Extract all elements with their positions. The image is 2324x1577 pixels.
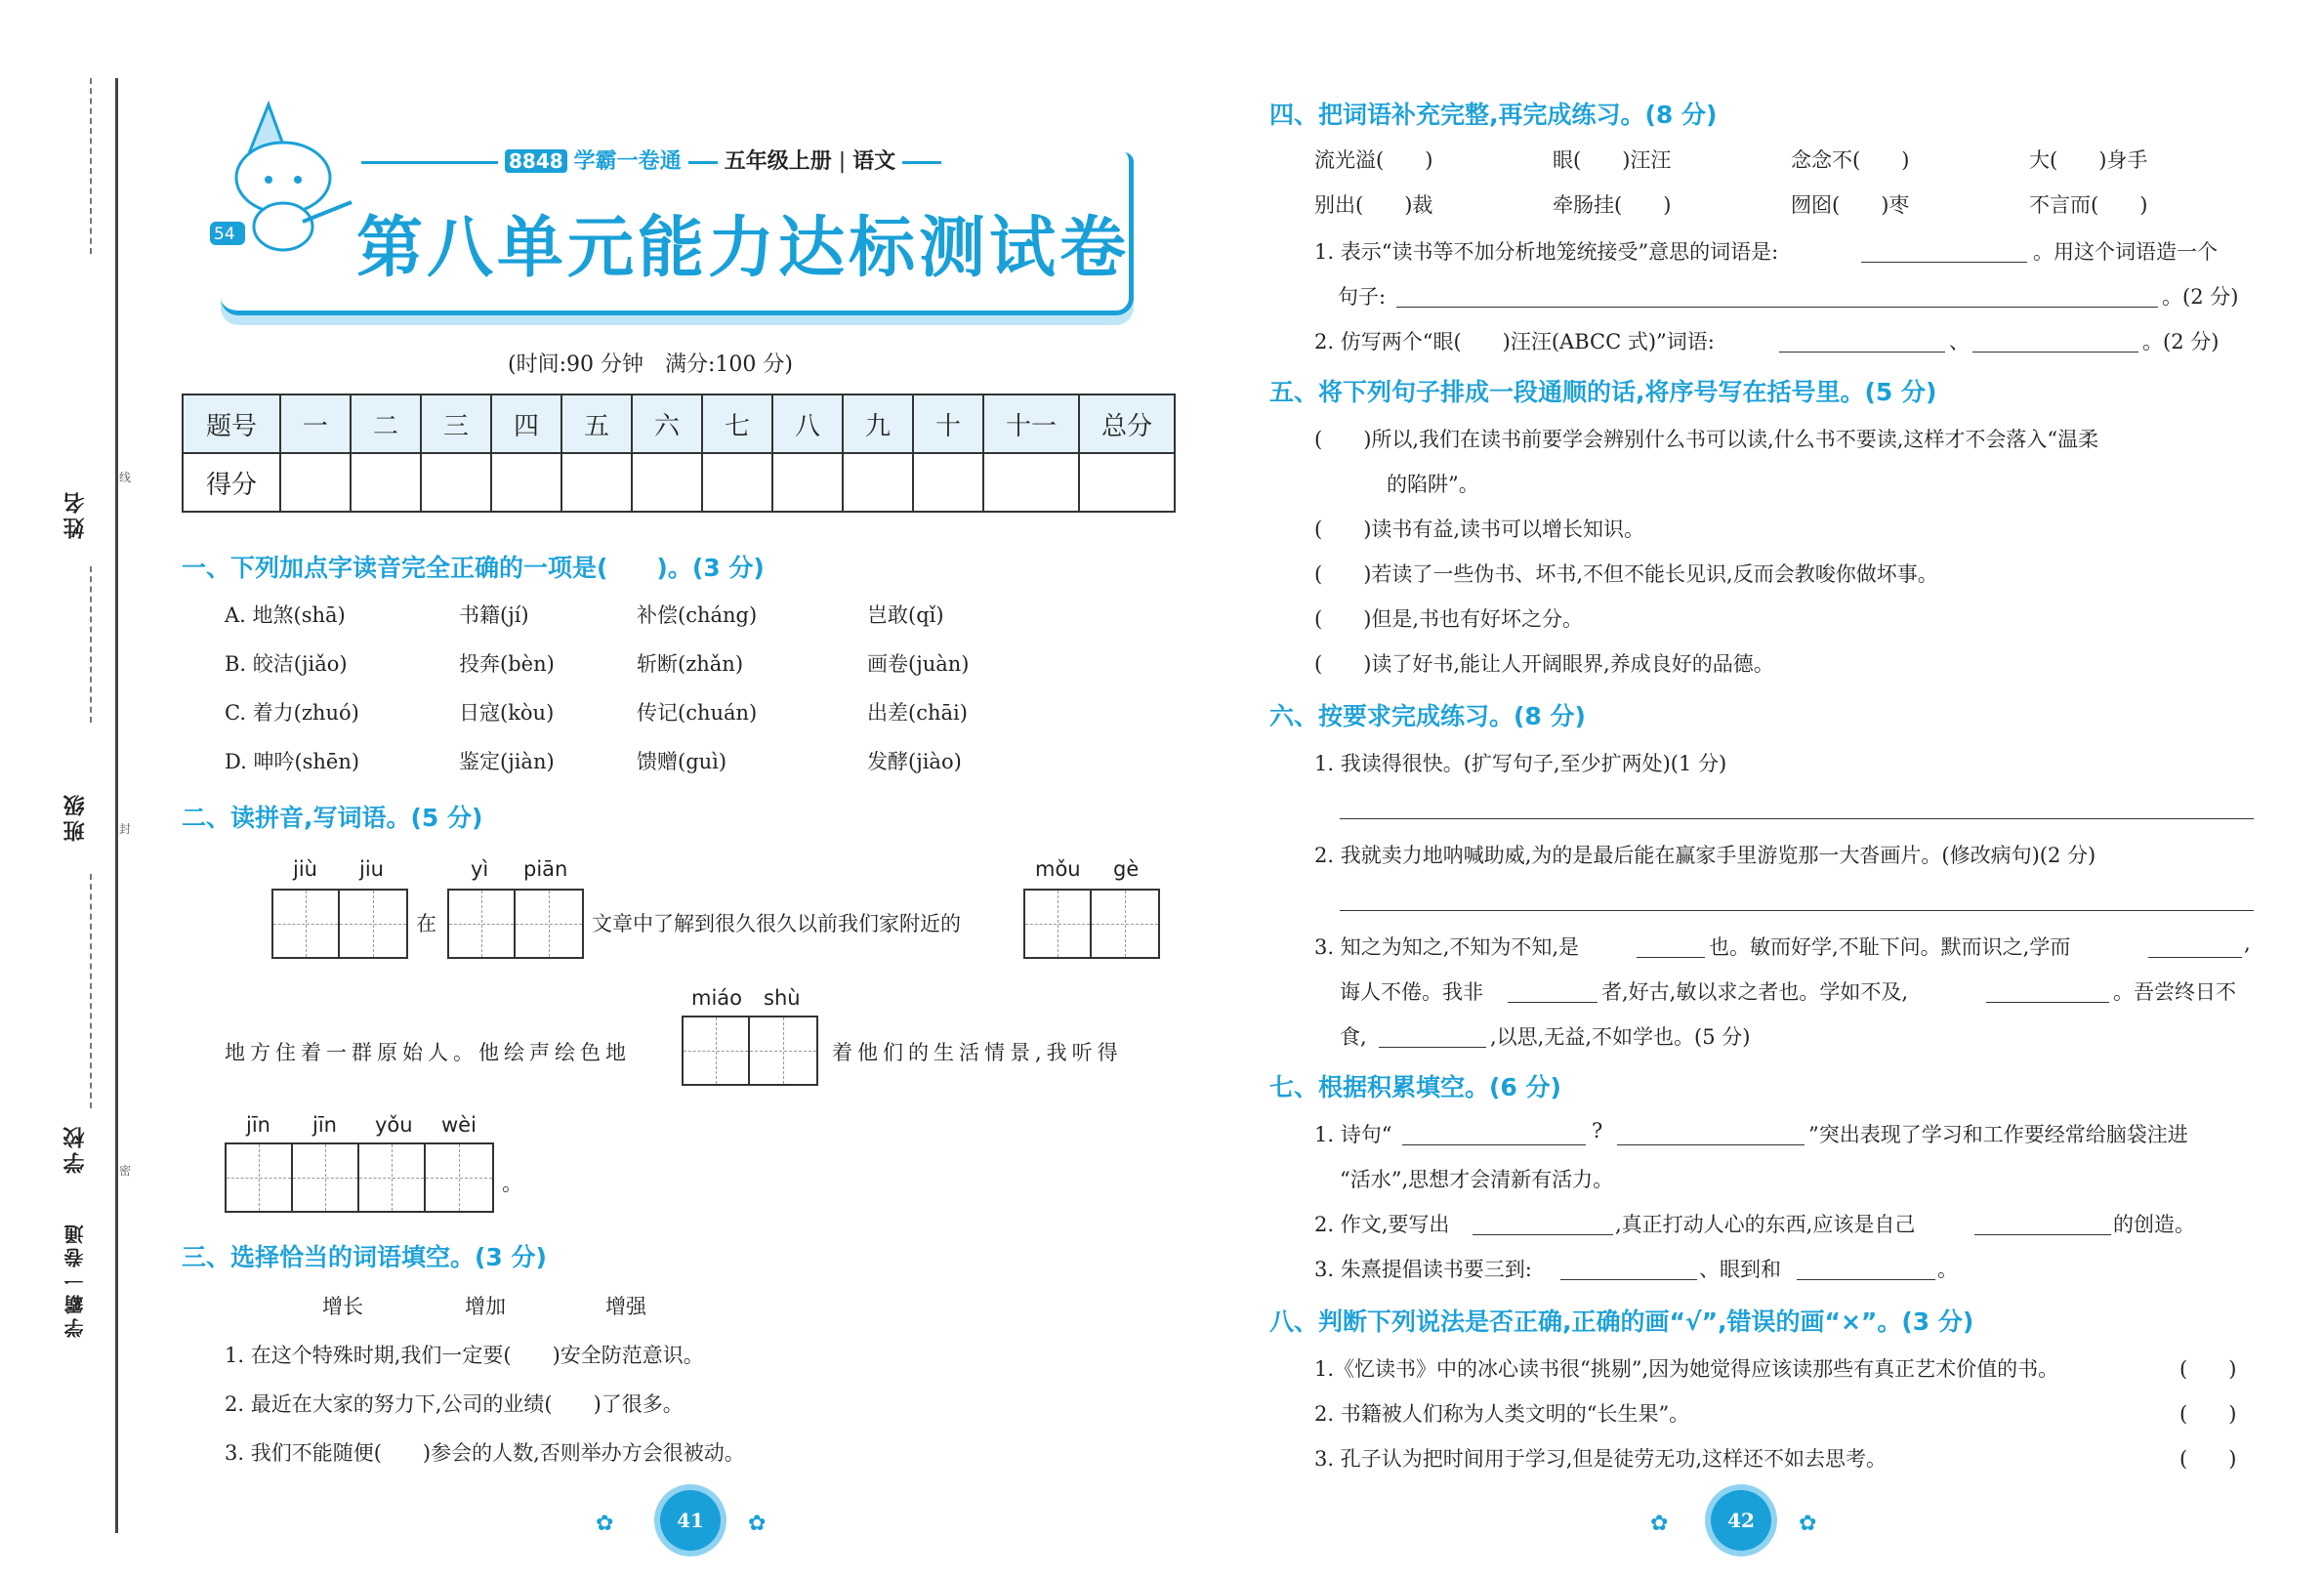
seal-mark: 线: [119, 471, 132, 484]
pinyin: miáo: [691, 986, 743, 1010]
question: 3. 我们不能随便( )参会的人数,否则举办方会很被动。: [225, 1441, 745, 1465]
brand-label: 学霸一卷通: [63, 1221, 87, 1338]
table-cell: 一: [280, 394, 351, 453]
binding-line: [115, 78, 134, 1533]
judge-item: 3. 孔子认为把时间用于学习,但是徒劳无功,这样还不如去思考。: [1314, 1447, 1888, 1471]
pinyin: jiu: [359, 857, 384, 881]
brand-badge: 8848: [505, 149, 567, 173]
table-row: [183, 394, 1175, 453]
score-input[interactable]: [772, 453, 843, 512]
option-item: D. 呻吟(shēn): [225, 750, 360, 773]
pinyin: jīn: [246, 1113, 270, 1137]
table-cell: 二: [351, 394, 421, 453]
cut-line: [90, 874, 92, 1108]
word-choice: 增长: [322, 1295, 363, 1318]
table-cell: 六: [632, 394, 702, 453]
answer-line[interactable]: [1861, 262, 2027, 263]
word-fill: 牵肠挂( ): [1553, 193, 1672, 217]
table-cell: 三: [421, 394, 491, 453]
table-cell: 五: [561, 394, 632, 453]
option-item: C. 着力(zhuó): [225, 701, 359, 725]
pinyin: jiù: [293, 857, 317, 881]
answer-paren[interactable]: ( ): [2179, 1357, 2237, 1381]
answer-line[interactable]: [1779, 352, 1945, 353]
answer-line[interactable]: [1340, 910, 2254, 911]
option-item: 画卷(juàn): [867, 652, 970, 676]
option-item: 传记(chuán): [637, 701, 758, 725]
answer-line[interactable]: [1340, 818, 2254, 819]
answer-line[interactable]: [1396, 307, 2158, 308]
question: 1. 在这个特殊时期,我们一定要( )安全防范意识。: [225, 1344, 704, 1367]
pinyin: yǒu: [375, 1113, 413, 1137]
judge-item: 1.《忆读书》中的冰心读书很“挑剔”,因为她觉得应该读那些有真正艺术价值的书。: [1314, 1357, 2059, 1381]
option-item: 发酵(jiào): [867, 750, 962, 773]
answer-line[interactable]: [1797, 1279, 1935, 1280]
table-cell: 七: [702, 394, 772, 453]
option-item: 投奔(bèn): [459, 652, 555, 676]
score-table: [182, 394, 1176, 513]
pinyin: yì: [471, 857, 489, 881]
score-input[interactable]: [632, 453, 702, 512]
score-input[interactable]: [421, 453, 491, 512]
char-grid[interactable]: [225, 1142, 494, 1213]
question: 2. 最近在大家的努力下,公司的业绩( )了很多。: [225, 1392, 684, 1416]
grade-label: 五年级上册: [724, 149, 832, 174]
answer-line[interactable]: [1379, 1047, 1486, 1048]
option-item: 馈赠(guì): [637, 750, 727, 773]
section-5-title: 五、将下列句子排成一段通顺的话,将序号写在括号里。(5 分): [1269, 378, 1937, 406]
option-item: 日寇(kòu): [459, 701, 555, 725]
char-grid[interactable]: [682, 1016, 818, 1086]
char-grid[interactable]: [447, 889, 584, 959]
page-number: 42: [1711, 1490, 1771, 1551]
table-cell: 得分: [183, 453, 280, 512]
pinyin: shù: [764, 986, 801, 1010]
section-3-title: 三、选择恰当的词语填空。(3 分): [182, 1243, 547, 1271]
word-choice: 增加: [465, 1295, 506, 1318]
score-input[interactable]: [1079, 453, 1175, 512]
section-4-title: 四、把词语补充完整,再完成练习。(8 分): [1269, 101, 1718, 129]
page-tag: 54: [214, 225, 235, 244]
page-title: 第八单元能力达标测试卷: [356, 210, 1131, 287]
seal-mark: 封: [119, 822, 132, 836]
answer-line[interactable]: [1508, 1002, 1598, 1003]
option-item: 补偿(cháng): [637, 603, 758, 627]
word-fill: 流光溢( ): [1314, 148, 1433, 172]
time-info: (时间:90 分钟 满分:100 分): [508, 353, 793, 377]
word-fill: 眼( )汪汪: [1553, 148, 1672, 172]
class-label: 班级: [63, 791, 88, 842]
subject-label: 语文: [852, 149, 896, 174]
section-6-title: 六、按要求完成练习。(8 分): [1269, 702, 1586, 730]
table-cell: 九: [843, 394, 913, 453]
section-7-title: 七、根据积累填空。(6 分): [1269, 1073, 1561, 1101]
name-label: 姓名: [63, 488, 88, 539]
option-item: 斩断(zhǎn): [637, 652, 744, 676]
answer-line[interactable]: [1974, 1234, 2111, 1235]
answer-line[interactable]: [1402, 1144, 1586, 1145]
table-cell: 四: [491, 394, 561, 453]
word-fill: 别出( )裁: [1314, 193, 1433, 217]
mascot-icon: [210, 100, 356, 266]
answer-paren[interactable]: ( ): [2179, 1447, 2237, 1471]
table-cell: 总分: [1079, 394, 1175, 453]
word-fill: 大( )身手: [2029, 148, 2148, 172]
section-2-title: 二、读拼音,写词语。(5 分): [182, 804, 483, 832]
word-fill: 不言而( ): [2029, 193, 2148, 217]
answer-line[interactable]: [2148, 957, 2242, 958]
option-item: 书籍(jí): [459, 603, 529, 627]
brand-name: 学霸一卷通: [573, 149, 682, 174]
pinyin: mǒu: [1035, 857, 1081, 881]
section-8-title: 八、判断下列说法是否正确,正确的画“√”,错误的画“×”。(3 分): [1269, 1307, 1974, 1336]
score-input[interactable]: [280, 453, 351, 512]
answer-line[interactable]: [1986, 1002, 2109, 1003]
pinyin: jīn: [312, 1113, 337, 1137]
score-input[interactable]: [843, 453, 913, 512]
table-cell: 题号: [183, 394, 280, 453]
char-grid[interactable]: [1023, 889, 1160, 959]
option-item: 岂敢(qǐ): [867, 603, 944, 627]
option-item: A. 地煞(shā): [225, 603, 346, 627]
answer-paren[interactable]: ( ): [2179, 1402, 2237, 1426]
school-label: 学校: [63, 1123, 88, 1174]
brand-line: 8848 学霸一卷通 五年级上册 | 语文: [361, 145, 941, 174]
cut-line: [90, 78, 92, 254]
section-1-title: 一、下列加点字读音完全正确的一项是( )。(3 分): [182, 554, 765, 582]
word-fill: 念念不( ): [1791, 148, 1910, 172]
judge-item: 2. 书籍被人们称为人类文明的“长生果”。: [1314, 1402, 1690, 1426]
answer-line[interactable]: [1617, 1144, 1805, 1145]
cut-line: [90, 566, 92, 723]
table-cell: 十一: [983, 394, 1079, 453]
answer-line[interactable]: [1560, 1279, 1697, 1280]
table-cell: 八: [772, 394, 843, 453]
table-row: [183, 453, 1175, 512]
table-cell: 十: [913, 394, 983, 453]
answer-line[interactable]: [1972, 352, 2138, 353]
score-input[interactable]: [351, 453, 421, 512]
page-number: 41: [660, 1490, 721, 1551]
score-input[interactable]: [913, 453, 983, 512]
word-choice: 增强: [605, 1295, 646, 1318]
pinyin: gè: [1113, 857, 1140, 881]
seal-mark: 密: [119, 1164, 132, 1178]
option-item: B. 皎洁(jiǎo): [225, 652, 348, 676]
answer-line[interactable]: [1473, 1234, 1613, 1235]
score-input[interactable]: [491, 453, 561, 512]
answer-line[interactable]: [1637, 957, 1705, 958]
option-item: 鉴定(jiàn): [459, 750, 555, 773]
score-input[interactable]: [702, 453, 772, 512]
pinyin: piān: [523, 857, 568, 881]
score-input[interactable]: [561, 453, 632, 512]
char-grid[interactable]: [271, 889, 408, 959]
pinyin: wèi: [441, 1113, 477, 1137]
option-item: 出差(chāi): [867, 701, 968, 725]
word-fill: 囫囵( )枣: [1791, 193, 1910, 217]
score-input[interactable]: [983, 453, 1079, 512]
